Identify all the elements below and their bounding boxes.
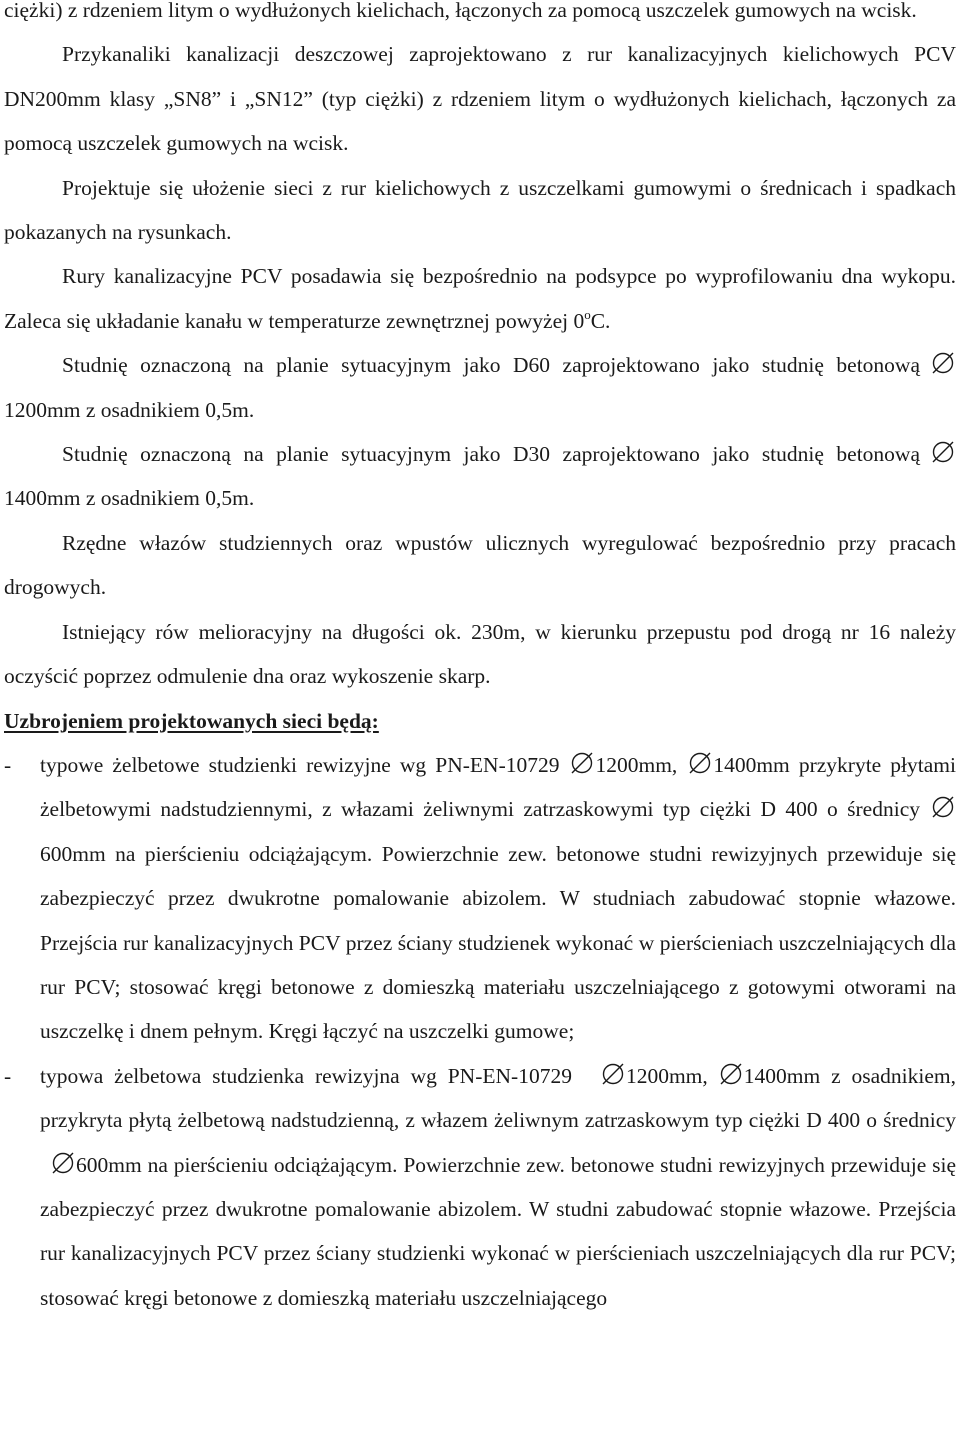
section-heading: Uzbrojeniem projektowanych sieci będą: xyxy=(4,708,379,733)
paragraph-continuation: ciężki) z rdzeniem litym o wydłużonych kielichach, łączonych za pomocą uszczelek gumowych na wcisk. xyxy=(4,0,917,22)
diameter-icon xyxy=(50,1152,76,1174)
diameter-icon xyxy=(930,796,956,818)
list-dash: - xyxy=(4,1063,12,1088)
diameter-icon xyxy=(930,441,956,463)
paragraph-studnia-d60-size: 1200mm z osadnikiem 0,5m. xyxy=(4,397,255,422)
paragraph-studnia-d60 xyxy=(4,343,956,432)
diameter-icon xyxy=(930,352,956,374)
list-item-text: typowa żelbetowa studzienka rewizyjna wg PN-EN-10729 1200mm, 1400mm z osadnikiem, przykryta płytą żelbetową nadstudzienną, z włazem żeliwnym zatrzaskowym typ ciężki D 400 o średnicy600mm na pierścieniu odciążającym. Powierzchnie zew. betonowe studni rewizyjnych przewiduje się zabezpieczyć przez dwukrotne pomalowanie abizolem. W studni zabudować stopnie włazowe. Przejścia rur kanalizacyjnych PCV przez ściany studzienki wykonać w pierścieniach uszczelniających dla rur PCV; stosować kręgi betonowe z domieszką materiału uszczelniającego xyxy=(40,1063,956,1310)
document-body xyxy=(4,0,956,1320)
paragraph-projektuje: Projektuje się ułożenie sieci z rur kielichowych z uszczelkami gumowymi o średnicach i spadkach pokazanych na rysunkach. xyxy=(4,175,956,245)
diameter-icon xyxy=(718,1063,744,1085)
paragraph-przykanaliki: Przykanaliki kanalizacji deszczowej zaprojektowano z rur kanalizacyjnych kielichowych PCV DN200mm klasy „SN8” i „SN12” (typ ciężki) z rdzeniem litym o wydłużonych kielichach, łączonych za pomocą uszczelek gumowych na wcisk. xyxy=(4,42,956,156)
paragraph-studnia-d30 xyxy=(4,432,956,521)
paragraph-studnia-d30-text: Studnię oznaczoną na planie sytuacyjnym jako D30 zaprojektowano jako studnię betonową xyxy=(62,442,920,467)
paragraph-rury-end: C. xyxy=(590,308,611,333)
degree-superscript: o xyxy=(584,306,591,322)
paragraph-rury-text: Rury kanalizacyjne PCV posadawia się bezpośrednio na podsypce po wyprofilowaniu dna wykopu. Zaleca się układanie kanału w temperaturze zewnętrznej powyżej 0 xyxy=(4,264,956,333)
paragraph-row: Istniejący rów melioracyjny na długości ok. 230m, w kierunku przepustu pod drogą nr 16 należy oczyścić poprzez odmulenie dna oraz wykoszenie skarp. xyxy=(4,619,956,689)
diameter-icon xyxy=(600,1063,626,1085)
diameter-icon xyxy=(687,752,713,774)
paragraph-studnia-d60-text: Studnię oznaczoną na planie sytuacyjnym jako D60 zaprojektowano jako studnię betonową xyxy=(62,353,920,378)
paragraph-rury xyxy=(4,254,956,343)
paragraph-rzedne: Rzędne włazów studziennych oraz wpustów ulicznych wyregulować bezpośrednio przy pracach drogowych. xyxy=(4,530,956,600)
paragraph-studnia-d30-size: 1400mm z osadnikiem 0,5m. xyxy=(4,486,255,511)
diameter-icon xyxy=(569,752,595,774)
list-item xyxy=(4,743,956,1054)
list-dash: - xyxy=(4,752,12,777)
list-item-text: typowe żelbetowe studzienki rewizyjne wg PN-EN-10729 1200mm, 1400mm przykryte płytami żelbetowymi nadstudziennymi, z włazami żeliwnymi zatrzaskowymi typ ciężki D 400 o średnicy600mm na pierścieniu odciążającym. Powierzchnie zew. betonowe studni rewizyjnych przewiduje się zabezpieczyć przez dwukrotne pomalowanie abizolem. W studniach zabudować stopnie włazowe. Przejścia rur kanalizacyjnych PCV przez ściany studzienek wykonać w pierścieniach uszczelniających dla rur PCV; stosować kręgi betonowe z domieszką materiału uszczelniającego z gotowymi otworami na uszczelkę i dnem pełnym. Kręgi łączyć na uszczelki gumowe; xyxy=(40,752,956,1044)
list-item xyxy=(4,1054,956,1320)
